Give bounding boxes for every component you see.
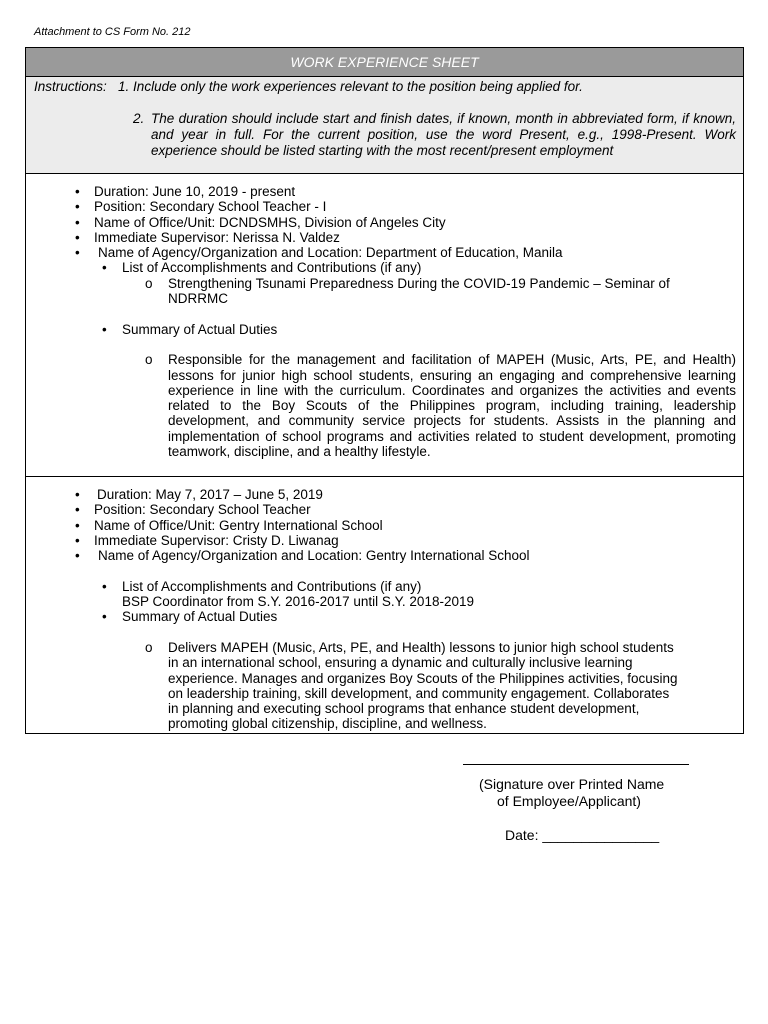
signature-caption-2: of Employee/Applicant): [497, 793, 641, 809]
instruction-2: [34, 111, 736, 159]
duties-line-6: promoting global citizenship, discipline, and wellness.: [168, 716, 487, 732]
work-entry-1: [26, 174, 743, 477]
accomplishment-item: [26, 276, 736, 307]
work-experience-sheet: [25, 47, 744, 734]
attachment-note: Attachment to CS Form No. 212: [34, 26, 191, 38]
accomplishment-line-1: Strengthening Tsunami Preparedness During the COVID-19 Pandemic – Seminar of: [168, 275, 670, 291]
entry-position: • Position: Secondary School Teacher: [26, 502, 736, 517]
duties-line-1: Delivers MAPEH (Music, Arts, PE, and Health) lessons to junior high school students: [168, 639, 674, 655]
sub-bullet-icon: o: [145, 275, 153, 291]
sub-bullet-icon: o: [145, 639, 153, 655]
entry-duration: • Duration: June 10, 2019 - present: [26, 184, 736, 199]
entry-position: • Position: Secondary School Teacher - I: [26, 199, 736, 214]
signature-line: [463, 764, 689, 776]
instruction-2-text: The duration should include start and finish dates, if known, month in abbreviated form, if known, and year in full. For the current position, use the word Present, e.g., 1998-Present. Work experience should be listed starting with the most recent/present employment: [151, 111, 736, 158]
entry-office: • Name of Office/Unit: DCNDSMHS, Division of Angeles City: [26, 215, 736, 230]
entry-duration: • Duration: May 7, 2017 – June 5, 2019: [26, 487, 736, 502]
duties-line-4: on leadership training, skill development, and community engagement. Collaborates: [168, 685, 670, 701]
accomplishment-text: BSP Coordinator from S.Y. 2016-2017 until S.Y. 2018-2019: [122, 594, 474, 610]
work-entry-2: [26, 477, 743, 733]
sheet-title: WORK EXPERIENCE SHEET: [26, 48, 743, 77]
instruction-2-number: 2.: [133, 111, 145, 126]
accomplishments-label: • List of Accomplishments and Contributions (if any): [26, 579, 736, 594]
duties-line-5: in planning and executing school programs that enhance student development,: [168, 701, 640, 717]
entry-supervisor: • Immediate Supervisor: Cristy D. Liwanag: [26, 533, 736, 548]
entry-office: • Name of Office/Unit: Gentry International School: [26, 518, 736, 533]
instruction-1-text: 1. Include only the work experiences relevant to the position being applied for.: [118, 79, 583, 94]
duties-label: • Summary of Actual Duties: [26, 609, 736, 624]
duties-text: Responsible for the management and facilitation of MAPEH (Music, Arts, PE, and Health) lessons for junior high school students, ensuring an engaging and comprehensive learning experience in line with the curriculum. Coordinates and organizes the activities and events related to the Boy Scouts of the Philippines program, including training, leadership development, and community service projects for students. Assists in the planning and implementation of school programs and activities related to student development, promoting teamwork, discipline, and a healthy lifestyle.: [168, 352, 736, 460]
accomplishments-label: • List of Accomplishments and Contributions (if any): [26, 260, 736, 275]
duties-item: [26, 352, 736, 459]
signature-caption-1: (Signature over Printed Name: [479, 776, 665, 792]
instruction-1: [34, 79, 736, 95]
instructions-section: [26, 77, 743, 174]
signature-block: [462, 764, 690, 844]
sub-bullet-icon: o: [145, 352, 153, 368]
entry-agency: • Name of Agency/Organization and Location: Department of Education, Manila: [26, 245, 736, 260]
instructions-label: Instructions:: [34, 79, 107, 94]
duties-label: • Summary of Actual Duties: [26, 322, 736, 337]
duties-line-2: in an international school, ensuring a dynamic and culturally inclusive learning: [168, 655, 633, 671]
entry-agency: • Name of Agency/Organization and Location: Gentry International School: [26, 548, 736, 563]
date-field: Date: _______________: [505, 827, 660, 843]
accomplishment-line-2: NDRRMC: [168, 291, 228, 307]
duties-line-3: experience. Manages and organizes Boy Scouts of the Philippines activities, focusing: [168, 670, 678, 686]
entry-supervisor: • Immediate Supervisor: Nerissa N. Valdez: [26, 230, 736, 245]
duties-item: [26, 640, 736, 732]
